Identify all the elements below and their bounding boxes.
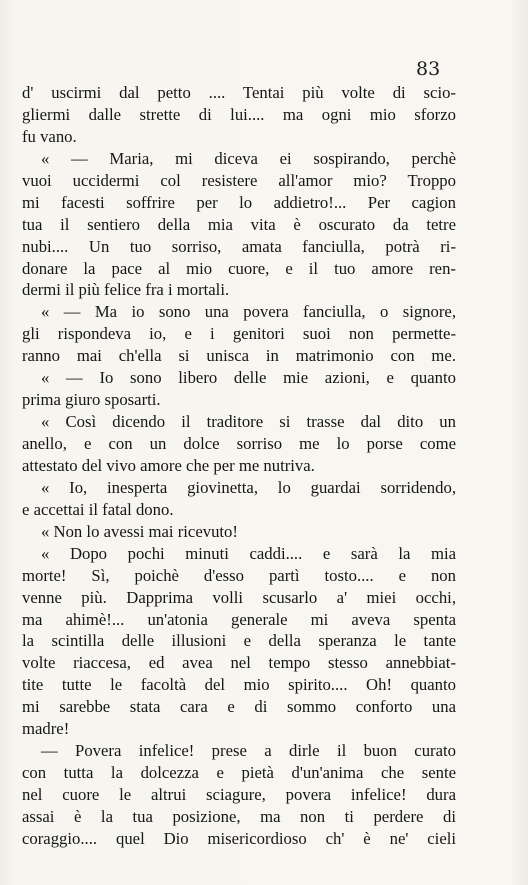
text-line: prima giuro sposarti. bbox=[22, 390, 161, 410]
text-line: « Non lo avessi mai ricevuto! bbox=[41, 521, 238, 541]
text-line: mi sarebbe stata cara e di sommo conforto una bbox=[22, 697, 456, 717]
text-line: vuoi uccidermi col resistere all'amor mio? Troppo bbox=[22, 170, 456, 190]
text-line: « Così dicendo il traditore si trasse dal dito un bbox=[41, 412, 456, 432]
text-line: gli rispondeva io, e i genitori suoi non permette- bbox=[22, 324, 456, 344]
page-number: 83 bbox=[416, 58, 441, 80]
text-line: la scintilla delle illusioni e della speranza le tante bbox=[22, 631, 456, 651]
text-line: tua il sentiero della mia vita è oscurato da tetre bbox=[22, 214, 456, 234]
text-line: ma ahimè!... un'atonia generale mi aveva spenta bbox=[22, 609, 456, 629]
text-line: dermi il più felice fra i mortali. bbox=[22, 280, 230, 300]
text-line: assai è la tua posizione, ma non ti perdere di bbox=[22, 806, 456, 826]
text-line: volte riaccesa, ed avea nel tempo stesso annebbiat- bbox=[22, 653, 456, 673]
text-line: tite tutte le facoltà del mio spirito.... Oh! quanto bbox=[22, 675, 456, 695]
text-line: venne più. Dapprima volli scusarlo a' miei occhi, bbox=[22, 587, 456, 607]
text-line: « Io, inesperta giovinetta, lo guardai sorridendo, bbox=[41, 477, 456, 497]
text-line: gliermi dalle strette di lui.... ma ogni mio sforzo bbox=[22, 104, 456, 124]
text-line: « — Ma io sono una povera fanciulla, o signore, bbox=[41, 302, 456, 322]
text-line: nel cuore le altrui sciagure, povera infelice! dura bbox=[22, 785, 456, 804]
text-line: — Povera infelice! prese a dirle il buon curato bbox=[41, 741, 456, 761]
text-line: e accettai il fatal dono. bbox=[22, 499, 174, 519]
text-line: mi facesti soffrire per lo addietro!... Per cagion bbox=[22, 192, 456, 212]
text-line: d' uscirmi dal petto .... Tentai più volte di scio- bbox=[22, 83, 456, 102]
text-line: « Dopo pochi minuti caddi.... e sarà la mia bbox=[41, 543, 456, 563]
text-line: morte! Sì, poichè d'esso partì tosto.... e non bbox=[22, 565, 456, 585]
text-line: donare la pace al mio cuore, e il tuo amore ren- bbox=[22, 258, 456, 278]
text-body bbox=[22, 82, 456, 850]
text-line: fu vano. bbox=[22, 126, 77, 146]
text-line: attestato del vivo amore che per me nutriva. bbox=[22, 455, 315, 475]
text-line: madre! bbox=[22, 719, 70, 739]
text-line: « — Maria, mi diceva ei sospirando, perchè bbox=[41, 148, 456, 168]
text-line: con tutta la dolcezza e pietà d'un'anima che sente bbox=[22, 763, 456, 783]
text-line: « — Io sono libero delle mie azioni, e quanto bbox=[41, 368, 456, 388]
text-line: nubi.... Un tuo sorriso, amata fanciulla, potrà ri- bbox=[22, 236, 456, 256]
text-line: anello, e con un dolce sorriso me lo porse come bbox=[22, 434, 456, 453]
text-line: ranno mai ch'ella si unisca in matrimonio con me. bbox=[22, 346, 456, 366]
text-line: coraggio.... quel Dio misericordioso ch' è ne' cieli bbox=[22, 828, 456, 848]
